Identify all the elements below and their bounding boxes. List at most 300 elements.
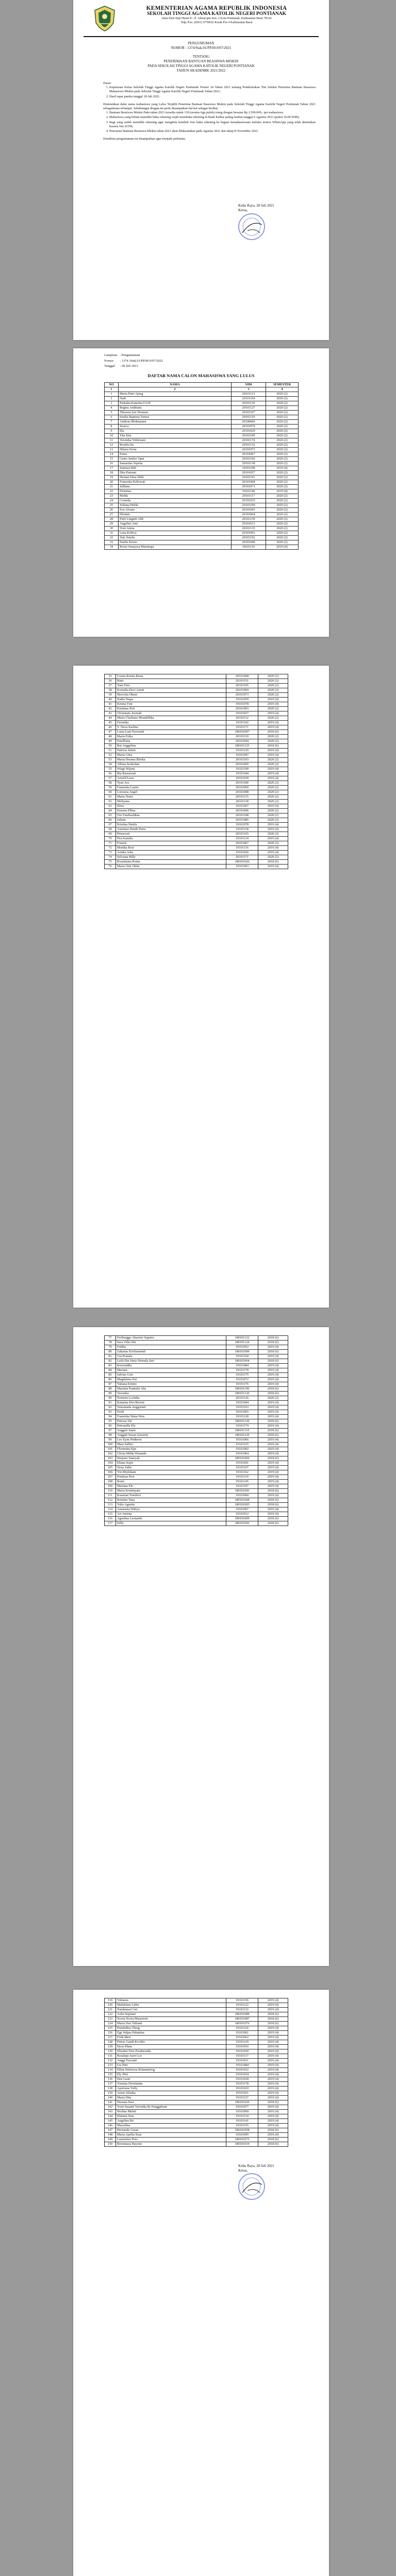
student-semester: 2020 (2) [266,392,299,397]
row-number: 48 [105,735,116,739]
student-name: Olvinaujis Jesenah [116,711,226,716]
student-name: Andreas Blokmanan [119,420,232,425]
student-name: Zakarias Erichsmendi [116,1350,226,1354]
row-number: 81 [105,1354,116,1359]
table-row [105,1484,288,1489]
student-nim: 20101126 [226,1396,258,1401]
row-number: 33 [105,540,119,545]
table-row [105,1392,288,1396]
student-name: Wiagi Wijana [116,767,226,772]
student-nim: 180101089 [226,2012,258,2017]
student-nim: 20101138 [232,462,266,466]
student-name: Maria Putri Ajeng [119,392,232,397]
table-row [105,2022,288,2026]
row-number: 119 [105,1998,116,2003]
student-semester: 2019 (4) [258,1354,288,1359]
table-row [105,2142,288,2147]
student-nim: 19101084 [226,1364,258,1368]
announcement-body [103,81,316,141]
student-semester: 2019 (4) [258,865,288,869]
table-row [105,865,288,869]
student-nim: 20101186 [226,781,258,786]
student-nim: 19101122 [226,2003,258,2008]
student-nim: 19101044 [226,1401,258,1405]
student-semester: 2018 (6) [258,1489,288,1494]
table-row [105,800,288,804]
student-semester: 2018 (6) [258,2128,288,2133]
student-name: Anggali Susan Ariawtty [116,1433,226,1438]
row-number: 61 [105,795,116,800]
column-header: NO [105,383,119,387]
row-number: 42 [105,707,116,711]
student-nim: 180101019 [226,2142,258,2147]
student-name: Kesvendila [116,1364,226,1368]
student-name: Sera Villa Otti [116,1341,226,1345]
student-nim: 19101128 [226,1415,258,1419]
student-name: Malokinus Lirba [116,2003,226,2008]
student-nim: 19101030 [226,2049,258,2054]
student-name: Rosantiana Roina [116,860,226,865]
table-row [105,772,288,776]
student-nim: 19101146 [232,489,266,494]
column-number: 4 [266,387,299,392]
table-row [105,2073,288,2077]
student-nim: 20101098 [226,790,258,795]
table-row [105,1341,288,1345]
student-semester: 2019 (4) [258,2063,288,2068]
row-number: 135 [105,2073,116,2077]
student-name: Ria Rasnawati [116,772,226,776]
student-nim: 19101052 [226,1345,258,1350]
student-name: Leo Eyne Prideron [116,1438,226,1443]
student-name: Nonwira Lorinka [116,1396,226,1401]
student-name: Emelliana [116,739,226,744]
student-nim: 19101018 [226,2077,258,2082]
student-nim: 180101026 [226,2100,258,2105]
announcement-number: NOMOR : 1374/Stak.01/PP.00.9/07/2021 [171,46,232,50]
student-nim: 20101057 [232,471,266,476]
student-semester: 2020 (2) [258,781,288,786]
student-nim: 19101155 [226,2124,258,2128]
student-nim: 19101162 [226,1470,258,1475]
row-number: 31 [105,531,119,536]
student-nim: 180101072 [226,2138,258,2142]
student-name: Ifriso [116,804,226,809]
student-semester: 2020 (2) [266,448,299,452]
student-name: Ferllonggo Akurnisi Saputra [116,1336,226,1341]
student-semester: 2019 (4) [258,711,288,716]
student-semester: 2019 (4) [258,2040,288,2045]
student-nim: 20101174 [232,438,266,443]
student-semester: 2020 (2) [266,536,299,540]
table-row [105,2114,288,2119]
student-semester: 2020 (2) [258,707,288,711]
student-nim: 180101120 [226,1433,258,1438]
student-nim: 19101084 [226,2063,258,2068]
table-row [105,846,288,851]
student-nim: 19101010 [226,2087,258,2091]
table-row [105,476,299,480]
student-semester: 2018 (6) [258,730,288,735]
student-semester: 2020 (2) [258,739,288,744]
student-semester: 2019 (4) [258,1424,288,1429]
table-row [105,739,288,744]
row-number: 69 [105,832,116,837]
student-name: Fransiska Kelirwati [119,480,232,485]
row-number: 36 [105,679,116,684]
table-row [105,513,299,517]
student-nim: 180101196 [226,1387,258,1392]
table-row [105,415,299,420]
student-semester: 2019 (4) [258,2110,288,2114]
student-semester: 2018 (6) [258,1517,288,1521]
student-name: Lia Pitri [116,2063,226,2068]
student-semester: 2018 (6) [258,2138,288,2142]
table-row [105,462,299,466]
student-name: Mata Sallini [116,1443,226,1447]
row-number: 149 [105,2138,116,2142]
page-announcement [73,0,329,340]
student-name: Ferdi [116,1410,226,1415]
student-name: Cornelia [119,499,232,503]
student-nim: 19101065 [226,1410,258,1415]
student-semester: 2019 (4) [258,2124,288,2128]
student-nim: 19101120 [226,749,258,753]
student-nim: 180101122 [226,1336,258,1341]
student-semester: 2019 (4) [258,1401,288,1405]
student-semester: 2019 (4) [258,1438,288,1443]
row-number: 144 [105,2114,116,2119]
student-name: Lusia Lani Norwanti [116,730,226,735]
table-row [105,401,299,406]
student-nim: 20101132 [232,443,266,448]
student-name: Emilia Baptista Yunesi [119,415,232,420]
row-number: 87 [105,1382,116,1387]
row-number: 82 [105,1359,116,1364]
row-number: 137 [105,2082,116,2087]
row-number: 64 [105,809,116,814]
student-semester: 2019 (4) [258,1494,288,1498]
row-number: 120 [105,2003,116,2008]
table-row [105,2082,288,2087]
student-name: Yulis Agustin [116,1503,226,1507]
row-number: 68 [105,827,116,832]
row-number: 86 [105,1378,116,1382]
student-nim: 180101087 [226,2017,258,2022]
student-name: Veronika [116,1392,226,1396]
student-nim: 180101093 [226,1503,258,1507]
student-name: Pira Kamila [116,837,226,841]
table-row [105,1475,288,1480]
table-row [105,855,288,860]
row-number: 30 [105,527,119,531]
row-number: 32 [105,536,119,540]
row-number: 54 [105,762,116,767]
student-name: Ore Fendwaldina [116,814,226,818]
student-semester: 2019 (4) [258,702,288,707]
row-number: 28 [105,517,119,522]
student-nim: 19101078 [226,823,258,827]
row-number: 37 [105,684,116,688]
table-row [105,536,299,540]
row-number: 78 [105,1341,116,1345]
row-number: 127 [105,2036,116,2040]
student-nim: 19101034 [226,2073,258,2077]
table-row [105,471,299,476]
table-row [105,790,288,795]
row-number: 111 [105,1494,116,1498]
table-row [105,1415,288,1419]
table-row [105,1447,288,1452]
table-row [105,702,288,707]
school-address: Jalan Parit Haji Husin II / Jl. Adisucipto Km. 2 Kota Pontianak, Kalimantan Barat 78124 [161,17,272,20]
table-row [105,443,299,448]
meta-value: : 1374 /Stak.01/PP.00.9/07/2021 [120,359,163,363]
student-name: Ari Aminia [116,1512,226,1517]
student-semester: 2020 (2) [258,795,288,800]
student-nim: 20101108 [226,814,258,818]
table-row [105,860,288,865]
table-row [105,2128,288,2133]
student-semester: 2019 (4) [258,753,288,758]
student-name: Fransiska Wana Won [116,1415,226,1419]
table-row [105,698,288,702]
table-row [105,730,288,735]
column-number: 2 [119,387,232,392]
student-name: Leila Dia Sinta Nirmala Sari [116,1359,226,1364]
row-number: 9 [105,429,119,434]
student-nim: 20101110 [226,735,258,739]
student-name: Selly [116,1521,226,1526]
student-name: Rut Anggelina [116,744,226,749]
student-semester: 2019 (4) [258,823,288,827]
meta-label: Lampiran [104,353,118,357]
student-name: Maria Citra [116,753,226,758]
row-number: 13 [105,448,119,452]
row-number: 52 [105,753,116,758]
table-row [105,406,299,411]
student-semester: 2020 (2) [266,438,299,443]
student-nim: 180101097 [226,730,258,735]
student-nim: 19101078 [226,702,258,707]
table-row [105,781,288,786]
student-semester: 2019 (4) [258,2003,288,2008]
student-name: Petronella Ely [116,1424,226,1429]
student-name: Novia Novia Maserioni [116,2017,226,2022]
student-name: Gia Pranala [116,1354,226,1359]
row-number: 139 [105,2091,116,2096]
student-name: Prenindius Oleng [116,2026,226,2031]
student-nim: 180101125 [226,744,258,749]
table-row [105,494,299,499]
table-row [105,2026,288,2031]
footer-place-date: Kubu Raya, 28 Juli 2021 [238,2164,274,2168]
student-nim: 20101110 [232,415,266,420]
row-number: 3 [105,401,119,406]
table-row [105,480,299,485]
student-nim: 20101127 [232,406,266,411]
student-semester: 2020 (2) [266,540,299,545]
student-nim: 180101092 [226,1521,258,1526]
student-semester: 2019 (4) [258,2105,288,2110]
row-number: 34 [105,545,119,550]
student-name: Heriani Dina Dillo [119,476,232,480]
basis-label: Dasar: [103,81,112,85]
student-name: Lena Kobiva [119,531,232,536]
table-row [105,1373,288,1378]
table-row [105,434,299,438]
row-number: 90 [105,1396,116,1401]
table-row [105,679,288,684]
sign-place-date: Kubu Raya, 28 Juli 2021 [238,204,274,208]
row-number: 123 [105,2017,116,2022]
student-nim: 19101116 [232,545,266,550]
announcement-heading: PENGUMUMAN [188,41,214,45]
student-semester: 2018 (6) [258,1456,288,1461]
student-name: Mariani [116,1368,226,1373]
student-semester: 2019 (4) [258,721,288,725]
row-number: 100 [105,1443,116,1447]
student-name: Nadi [119,397,232,401]
table-row [105,1503,288,1507]
table-row [105,735,288,739]
student-semester: 2019 (4) [258,827,288,832]
student-nim: 20101046 [226,809,258,814]
table-row [105,1466,288,1470]
student-name: Eliomer [119,513,232,517]
table-row [105,832,288,837]
table-row [105,1521,288,1526]
student-nim: 19101163 [226,1405,258,1410]
table-row [105,2017,288,2022]
student-name: Fridfia [116,1345,226,1350]
row-number: 58 [105,781,116,786]
table-row [105,2096,288,2100]
row-number: 150 [105,2142,116,2147]
student-semester: 2019 (4) [258,1480,288,1484]
student-semester: 2018 (6) [258,1387,288,1392]
row-number: 92 [105,1405,116,1410]
row-number: 53 [105,758,116,762]
table-row [105,767,288,772]
row-number: 88 [105,1387,116,1392]
student-nim: 20101068 [232,480,266,485]
student-nim: 19101118 [226,827,258,832]
student-nim: 20101130 [232,517,266,522]
student-nim: 20101117 [232,494,266,499]
table-row [105,1498,288,1503]
row-number: 46 [105,725,116,730]
row-number: 47 [105,730,116,735]
row-number: 107 [105,1475,116,1480]
row-number: 116 [105,1517,116,1521]
student-name: Marselina [116,2124,226,2128]
row-number: 75 [105,860,116,865]
student-name: Feronika [116,721,226,725]
student-name: Yuti Zetelia [119,536,232,540]
footer-sign-title: Ketua, [238,2168,248,2173]
row-number: 14 [105,452,119,457]
table-row [105,809,288,814]
student-name: Angelius Ami [119,522,232,527]
roster-title: DAFTAR NAMA CALON MAHASISWA YANG LULUS [147,373,255,378]
row-number: 44 [105,716,116,721]
table-row [105,2008,288,2012]
student-nim: 180101064 [226,1359,258,1364]
basis-item: 2. Hasil rapat panitia tanggal 18 Juli 2021. [109,95,316,99]
student-name: Sumiasi Beh [119,466,232,471]
student-semester: 2020 (2) [266,420,299,425]
student-nim: 20101107 [232,411,266,415]
student-name: Petrus Gandi Krvidio [116,2040,226,2045]
row-number: 95 [105,1419,116,1424]
table-row [105,540,299,545]
row-number: 21 [105,485,119,489]
student-name: Magdalena Eni [116,1378,226,1382]
student-name: Samaritas Yeprita [119,462,232,466]
student-nim: 19101145 [226,1480,258,1484]
row-number: 60 [105,790,116,795]
letterhead [84,4,319,37]
student-nim: 19101141 [226,2119,258,2124]
announcement-subject-2: PADA SEKOLAH TINGGI AGAMA KATOLIK NEGERI PONTIANAK [147,64,255,68]
row-number: 70 [105,837,116,841]
student-nim: 19101067 [226,804,258,809]
student-name: Arsen Alfasha [116,2091,226,2096]
student-semester: 2018 (6) [258,1419,288,1424]
announcement-closing: Demikian pengumuman ini disampaikan agar menjadi perhatian. [103,137,186,141]
table-row [105,429,299,434]
table-row [105,1364,288,1368]
student-semester: 2019 (4) [258,1368,288,1373]
table-row [105,2100,288,2105]
student-nim: 19101097 [226,753,258,758]
row-number: 74 [105,855,116,860]
table-row [105,721,288,725]
student-nim: 19101184 [226,772,258,776]
row-number: 106 [105,1470,116,1475]
table-row [105,397,299,401]
table-row [105,1998,288,2003]
student-name: Maria Erika [116,735,226,739]
student-semester: 2019 (4) [258,2077,288,2082]
student-name: Jessica [119,425,232,429]
row-number: 140 [105,2096,116,2100]
student-nim: 19101069 [226,2110,258,2114]
student-nim: 19101059 [226,698,258,702]
table-row [105,2054,288,2059]
row-number: 38 [105,688,116,693]
student-name: Boronnaza Bayono [116,2142,226,2147]
row-number: 115 [105,1512,116,1517]
student-nim: 19101093 [226,865,258,869]
student-semester: 2019 (4) [258,851,288,855]
table-row [105,420,299,425]
student-name: Emilia Krista [119,540,232,545]
table-row [105,1336,288,1341]
table-row [105,2031,288,2036]
student-semester: 2020 (2) [266,425,299,429]
student-semester: 2020 (2) [258,758,288,762]
student-nim: 20101068 [226,674,258,679]
table-row [105,1378,288,1382]
row-number: 147 [105,2128,116,2133]
table-row [105,818,288,823]
student-nim: 180101076 [226,2022,258,2026]
table-row [105,2063,288,2068]
ministry-logo-icon [93,5,117,32]
meta-value: : 28 Juli 2021 [120,364,138,368]
